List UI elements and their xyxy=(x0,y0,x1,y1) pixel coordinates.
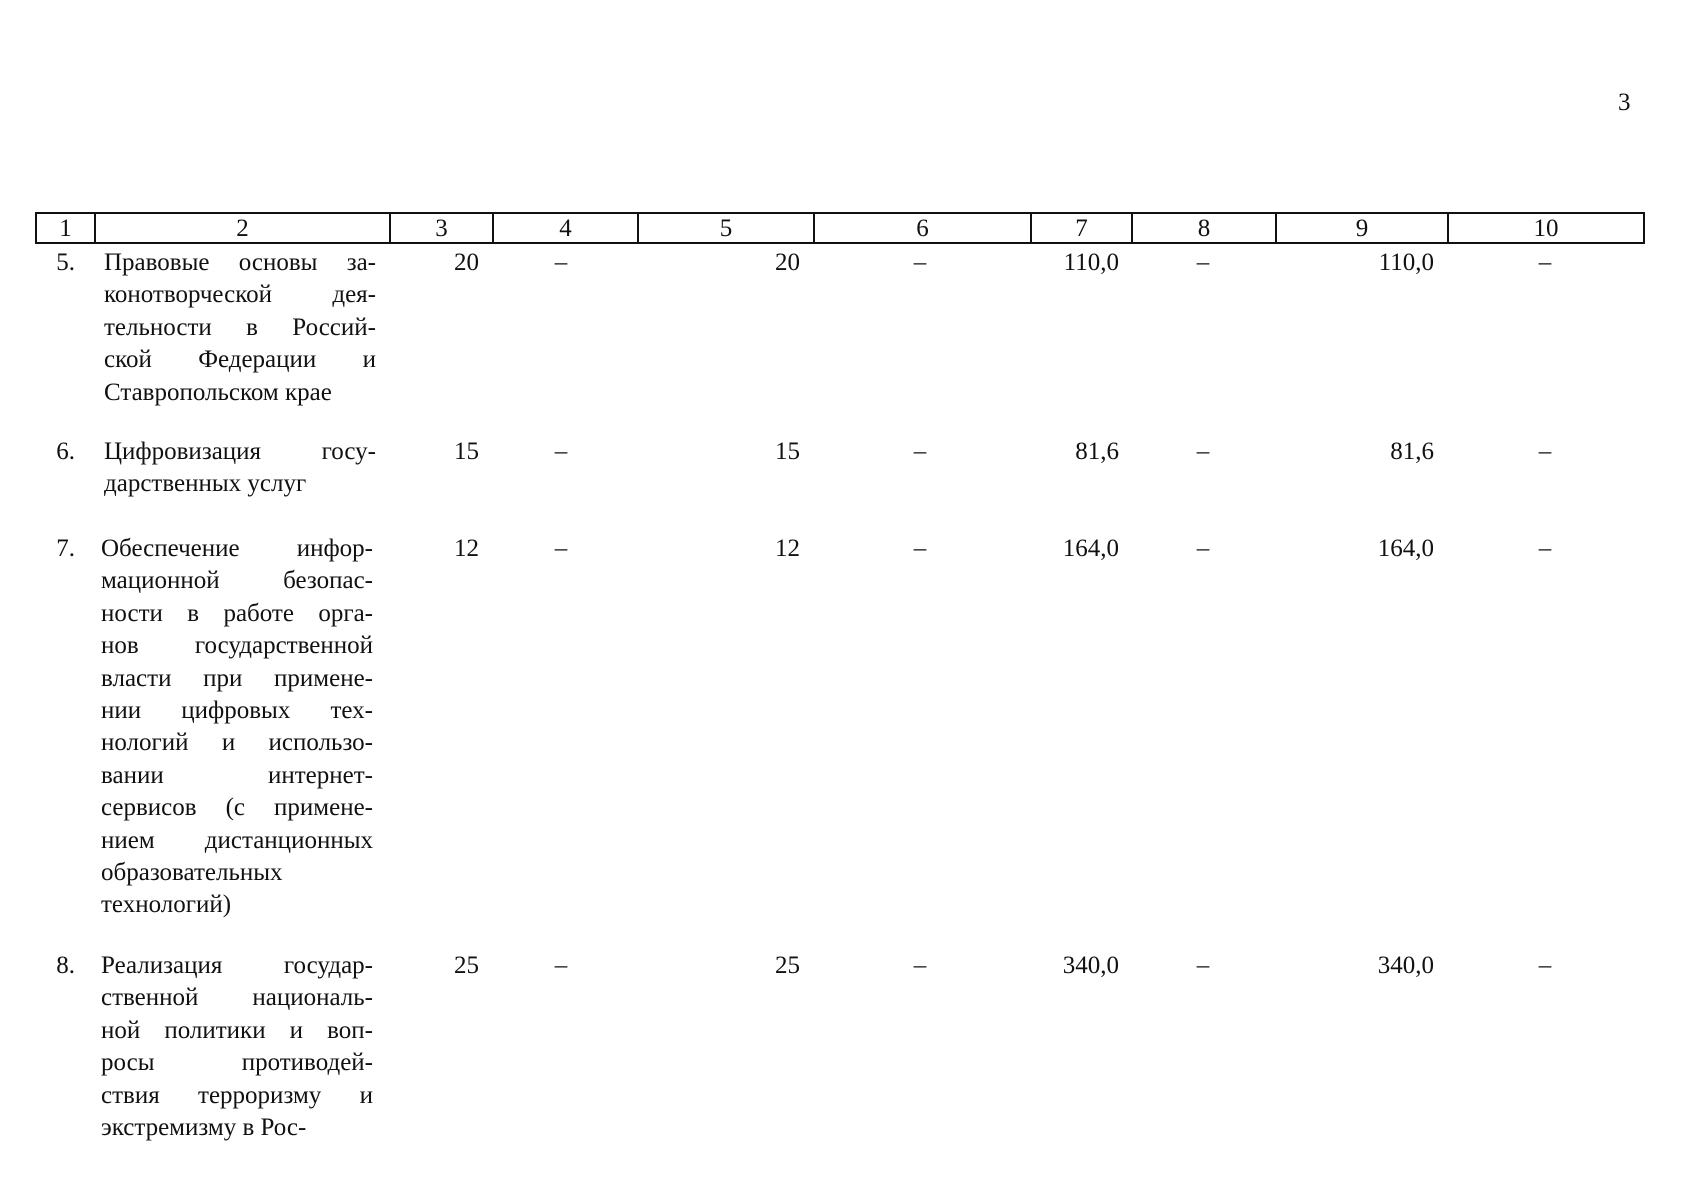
header-cell-5: 5 xyxy=(637,214,813,242)
value-c8: – xyxy=(1196,535,1210,562)
row-name-line: нов государственной xyxy=(101,632,373,660)
header-cell-9: 9 xyxy=(1275,214,1447,242)
row-name-line: конотворческой дея- xyxy=(104,281,376,309)
value-c5: 20 xyxy=(775,249,800,276)
row-name-line: нии цифровых тех- xyxy=(101,696,373,724)
row-name-line: ской Федерации и xyxy=(104,346,376,374)
header-cell-8: 8 xyxy=(1131,214,1275,242)
row-name-line: ствия терроризму и xyxy=(101,1081,373,1109)
header-cell-6: 6 xyxy=(813,214,1030,242)
row-name-line: вании интернет- xyxy=(101,761,373,789)
header-cell-3: 3 xyxy=(389,214,492,242)
row-name-line: Реализация государ- xyxy=(101,952,373,979)
value-c10: – xyxy=(1538,952,1552,979)
value-c8: – xyxy=(1196,952,1210,979)
value-c9: 110,0 xyxy=(1378,249,1434,276)
value-c10: – xyxy=(1538,535,1552,562)
value-c4: – xyxy=(554,535,568,562)
value-c9: 340,0 xyxy=(1377,952,1434,979)
row-number: 5. xyxy=(56,249,75,276)
row-name-line: технологий) xyxy=(101,891,232,919)
value-c10: – xyxy=(1538,438,1552,465)
row-name xyxy=(101,533,373,922)
value-c9: 164,0 xyxy=(1377,535,1434,562)
value-c6: – xyxy=(913,952,927,979)
value-c8: – xyxy=(1196,438,1210,465)
row-name xyxy=(101,950,373,1144)
value-c4: – xyxy=(554,438,568,465)
row-name-line: нологий и использо- xyxy=(101,729,373,757)
value-c3: 20 xyxy=(454,249,479,276)
row-number: 6. xyxy=(56,438,75,465)
value-c4: – xyxy=(554,249,568,276)
row-name-line: Обеспечение инфор- xyxy=(101,535,373,562)
header-cell-7: 7 xyxy=(1030,214,1131,242)
value-c3: 15 xyxy=(454,438,479,465)
row-name-line: сервисов (с примене- xyxy=(101,794,373,822)
row-name-line: экстремизму в Рос- xyxy=(101,1113,307,1141)
row-name-line: Правовые основы за- xyxy=(104,249,376,276)
value-c3: 25 xyxy=(454,952,479,979)
header-cell-1: 1 xyxy=(59,215,72,242)
row-name xyxy=(104,436,376,501)
value-c3: 12 xyxy=(454,535,479,562)
row-name xyxy=(104,247,376,409)
row-name-line: мационной безопас- xyxy=(101,567,373,595)
row-name-line: ной политики и воп- xyxy=(101,1016,373,1044)
value-c5: 25 xyxy=(775,952,800,979)
value-c6: – xyxy=(913,249,927,276)
header-cell-10: 10 xyxy=(1447,214,1643,242)
row-name-line: ственной националь- xyxy=(101,984,373,1012)
value-c5: 15 xyxy=(775,438,800,465)
row-name-line: образовательных xyxy=(101,858,283,886)
value-c6: – xyxy=(913,438,927,465)
value-c10: – xyxy=(1538,249,1552,276)
row-name-line: Цифровизация госу- xyxy=(104,438,376,465)
value-c7: 110,0 xyxy=(1063,249,1119,276)
header-cell-2: 2 xyxy=(94,214,389,242)
row-number: 8. xyxy=(56,952,75,979)
row-name-line: ности в работе орга- xyxy=(101,599,373,627)
value-c5: 12 xyxy=(775,535,800,562)
row-name-line: дарственных услуг xyxy=(104,470,307,498)
row-name-line: власти при примене- xyxy=(101,664,373,692)
page-number: 3 xyxy=(1618,89,1631,116)
value-c9: 81,6 xyxy=(1390,438,1434,465)
value-c4: – xyxy=(554,952,568,979)
value-c7: 340,0 xyxy=(1062,952,1119,979)
row-name-line: Ставропольском крае xyxy=(104,378,332,406)
value-c8: – xyxy=(1196,249,1210,276)
value-c6: – xyxy=(913,535,927,562)
value-c7: 81,6 xyxy=(1075,438,1119,465)
row-name-line: росы противодей- xyxy=(101,1049,373,1077)
row-name-line: нием дистанционных xyxy=(101,826,373,854)
header-cell-4: 4 xyxy=(492,214,637,242)
value-c7: 164,0 xyxy=(1062,535,1119,562)
row-name-line: тельности в Россий- xyxy=(104,313,376,341)
row-number: 7. xyxy=(56,535,75,562)
